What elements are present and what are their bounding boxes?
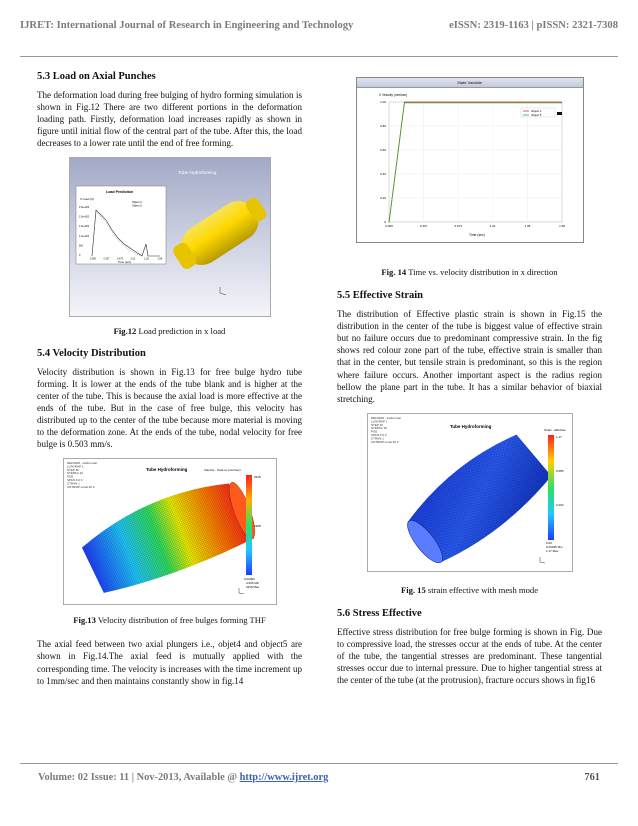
journal-link[interactable]: http://www.ijret.org (239, 772, 329, 783)
figure-13-scale-title: Velocity - Total ve (mm/sec) (203, 468, 241, 473)
footer-rule (20, 763, 618, 764)
scale-max-2: 2915 Max (245, 585, 259, 590)
xtick-label: 0.000 (384, 224, 393, 228)
info-line: PGE (66, 474, 73, 479)
ytick-label: 0.20 (379, 196, 386, 200)
section-5-4-body: Velocity distribution is shown in Fig.13 for free bulge hydro tube forming. It is lower at the ends of the tube blank and is higher at the center of the tube. This is because the axial load is more effective at the ends of the tube. But in the case of free bulge, this velocity has distributed up to the center of the tube because more material is moving to the deformation zone. At the ends of the tube, nodal velocity for free bulge is 0.503 mm/s. (37, 366, 302, 450)
figure-12-canvas (70, 158, 270, 316)
figure-15-tube (395, 427, 556, 571)
inset-xtick-label: 1.68 (157, 257, 162, 261)
inset-ytick-label: 0 (78, 254, 80, 258)
figure-12-title: Tube Hydroforming (177, 170, 216, 176)
inset-ylabel: X Load (N) (79, 197, 94, 202)
page-header (20, 14, 618, 36)
scale-min: 0.00000 (243, 577, 255, 582)
legend-object-4: Object 4 (530, 109, 541, 113)
axial-feed-text: The axial feed between two axial plungers i.e., objet4 and object5 are shown in Fig.14.The axial feed is mutually applied with the corresponding time. The velocity is increases with the time increment up to 1mm/sec and then maintains constantly show in fig.14 (37, 639, 302, 686)
info-line: CTRAN 1 (66, 481, 80, 486)
strain-scale-min-2: 0.00035 Min (545, 544, 563, 549)
section-5-6-title: 5.6 Stress Effective (337, 607, 422, 619)
scale-mid: 1908 (253, 524, 261, 529)
plot-area (389, 102, 562, 222)
figure-13-canvas (64, 459, 276, 604)
chart-grid (389, 102, 562, 222)
info-line: DEFORM - Isothermal (66, 461, 97, 466)
xtick-label: 1.01 (489, 224, 496, 228)
figure-13-caption: Fig.13 Velocity distribution of free bulges forming THF (73, 615, 266, 626)
info-line: DEFORM - Isothermal (370, 415, 401, 420)
ytick-label: 0.40 (379, 172, 386, 176)
inset-legend-2: Object 5 (131, 204, 142, 208)
info-line: LLRGRAP 1 (370, 419, 387, 424)
strain-scale-max-2: 1.17 Max (545, 548, 558, 553)
inset-xlabel: Time (sec) (117, 260, 131, 265)
figure-13 (63, 458, 277, 605)
section-5-5-body: The distribution of Effective plastic strain is shown in Fig.15 the distribution in the center of the tube is biggest value of effective strain but no failure occurs due to predominant compressive strain. In the fig shows red colour zone part of the tube, effective strain is smaller than that in the center, but tensile strain is predominant, so this is the region where failure occurs. Another important aspect is the radius region bellow the plane part in the tube. It has a similar behavior of biaxial stretching. (337, 309, 602, 404)
figure-14-chart (357, 88, 583, 243)
page-footer (38, 772, 600, 783)
strain-scale-low: 0.292 (555, 502, 564, 507)
journal-issn: eISSN: 2319-1163 | pISSN: 2321-7308 (449, 19, 618, 31)
figure-14-caption: Fig. 14 Time vs. velocity distribution in x direction (381, 267, 558, 277)
inset-ytick-label: 1.0e+002 (78, 235, 89, 239)
figure-15-color-scale (548, 435, 554, 540)
info-line: STEP 40 (370, 422, 383, 427)
left-column (37, 70, 302, 695)
journal-name: IJRET: International Journal of Research in Engineering and Technology (20, 19, 354, 31)
figure-14 (356, 77, 584, 243)
ytick-label: 0.80 (379, 124, 386, 128)
axis-triad-icon (239, 588, 244, 594)
section-5-3-body: The deformation load during free bulging of hydro forming simulation is shown in Fig.12 There are two different portions in the deformation loading path. Firstly, deformation load increases rapidly as shown in figure until initial flow of the central part of the tube. After this, the load decreases to a lower rate until the end of free forming. (37, 90, 302, 149)
footer-volume: Volume: 02 Issue: 11 | Nov-2013, Available @ http://www.ijret.org (38, 772, 329, 783)
figure-12 (69, 157, 271, 317)
info-line: STEPAC 10 (66, 471, 83, 476)
figure-14-window-title: State Variable (357, 78, 583, 88)
chart-ylabel: X Velocity (mm/sec) (378, 93, 407, 97)
info-line: STEPAC 10 (370, 426, 387, 431)
page-number: 761 (584, 772, 600, 783)
inset-title: Load Prediction (105, 190, 133, 195)
ytick-label: 0 (383, 220, 386, 224)
xtick-label: 1.35 (523, 224, 530, 228)
legend-object-5: Object 5 (530, 113, 541, 117)
strain-scale-mid: 0.585 (555, 468, 564, 473)
section-5-3-title: 5.3 Load on Axial Punches (37, 71, 156, 82)
inset-ytick-label: 1.5e+002 (78, 225, 89, 229)
xtick-label: 0.673 (453, 224, 462, 228)
section-5-4-title: 5.4 Velocity Distribution (37, 347, 146, 359)
chart-xlabel: Time (sec) (468, 233, 485, 237)
figure-12-caption: Fig.12 Load prediction in x load (113, 326, 226, 337)
figure-15-caption: Fig. 15 strain effective with mesh mode (400, 584, 539, 595)
section-5-6-body: Effective stress distribution for free bulge forming is shown in Fig. Due to compressive load, the stresses occur at the ends of tube. At the center of the tube, the tangential stresses are predominant. These tangential stresses occur due to internal pressure. Due to higher tangential stress at the center of the tube (at the protrusion), fracture occurs shows in fig16 (337, 626, 602, 686)
ytick-label: 0.60 (379, 148, 386, 152)
figure-15-title: Tube Hydroforming (449, 423, 491, 429)
xtick-label: 0.337 (419, 224, 427, 228)
figure-13-title: Tube Hydroforming (145, 467, 187, 473)
scale-max: 2915 (253, 475, 261, 480)
xtick-label: 1.68 (558, 224, 565, 228)
info-line: CNTRMP Local 20 C (370, 439, 399, 444)
inset-ytick-label: 2.5e+002 (78, 206, 89, 210)
section-5-5-title: 5.5 Effective Strain (337, 290, 424, 302)
inset-legend-1: Object 4 (131, 201, 142, 205)
figure-13-info (67, 461, 97, 489)
figure-15-scale-title: Strain - Effective (543, 427, 566, 432)
figure-15 (367, 413, 573, 572)
ytick-label: 1.00 (379, 100, 386, 104)
chart-xticks (385, 224, 565, 228)
figure-15-info (371, 416, 401, 444)
inset-ytick-label: 500 (78, 244, 83, 248)
axis-triad-icon (540, 557, 545, 563)
scale-min-2: 4.935 Min (245, 581, 259, 586)
info-line: STEP 40 (66, 468, 79, 473)
info-line: PGE (370, 429, 377, 434)
figure-13-color-scale (246, 475, 252, 575)
info-line: CTRAN 1 (370, 436, 384, 441)
figure-13-tube (75, 472, 261, 599)
info-line: SPAN 0 0 0 (66, 478, 82, 483)
inset-xtick-label: 0.673 (116, 257, 123, 261)
figure-15-canvas (368, 414, 572, 571)
header-rule (20, 56, 618, 57)
inset-xtick-label: 0.327 (103, 257, 109, 261)
info-line: CNTRMP Local 20 C (66, 485, 95, 490)
inset-xtick-label: 1.35 (143, 257, 149, 261)
chart-yticks (380, 100, 386, 224)
inset-ytick-label: 2.0e+002 (78, 216, 89, 220)
info-line: SPAN 0 0 0 (370, 432, 386, 437)
strain-scale-max: 1.17 (555, 434, 562, 439)
inset-xtick-label: 0.000 (89, 257, 96, 261)
right-column (337, 77, 602, 694)
info-line: LLRGRAP 1 (66, 464, 83, 469)
strain-scale-min: 0.00 (545, 540, 552, 545)
inset-xtick-label: 1.01 (130, 257, 135, 261)
